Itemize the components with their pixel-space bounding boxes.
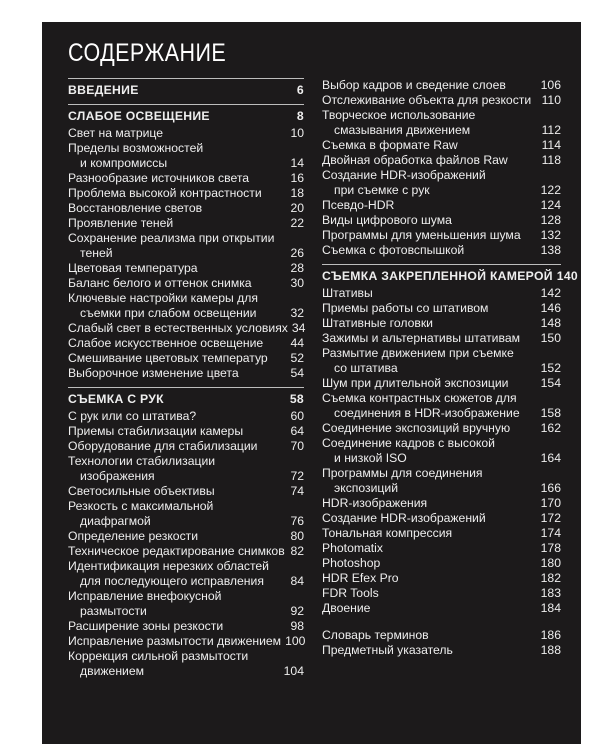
toc-entry [322, 586, 561, 601]
toc-entry-title [322, 153, 512, 168]
toc-entry-line: Виды цифрового шума [322, 213, 452, 227]
toc-entry-line: размытости [80, 604, 147, 618]
toc-entry [322, 601, 561, 616]
toc-entry-line: Проявление теней [68, 216, 174, 230]
toc-entry-title [68, 366, 243, 381]
toc-entry-line: Проблема высокой контрастности [68, 186, 262, 200]
toc-page-number: 106 [540, 78, 561, 92]
toc-entry-line: со штатива [334, 361, 398, 375]
toc-entry-line: Определение резкости [68, 529, 199, 543]
toc-entry-line: Тональная компрессия [322, 526, 453, 540]
toc-entry [68, 529, 304, 544]
toc-page-number: 84 [290, 574, 304, 588]
toc-entry-title [68, 649, 252, 679]
toc-entry [68, 171, 304, 186]
toc-entry-title [322, 436, 499, 466]
toc-entry-line: Разнообразие источников света [68, 171, 250, 185]
toc-page-number: 80 [290, 529, 304, 543]
toc-entry-title [322, 526, 456, 541]
toc-page-number: 54 [290, 366, 304, 380]
toc-page-number: 186 [540, 628, 561, 642]
toc-entry [68, 454, 304, 484]
toc-entry-title [322, 168, 490, 198]
toc-page-number: 158 [540, 406, 561, 420]
toc-entry-title [322, 556, 384, 571]
toc-entry [68, 484, 304, 499]
toc-page-number: 164 [540, 451, 561, 465]
toc-entry [322, 628, 561, 643]
toc-entry-line: Словарь терминов [322, 628, 429, 642]
toc-entry-line: Баланс белого и оттенок снимка [68, 276, 252, 290]
toc-page-number: 162 [540, 421, 561, 435]
toc-page-number: 10 [290, 126, 304, 140]
toc-page-number: 14 [290, 156, 304, 170]
toc-entry [322, 421, 561, 436]
toc-entry-line: СЛАБОЕ ОСВЕЩЕНИЕ [68, 109, 210, 123]
toc-entry-title [322, 138, 462, 153]
toc-page-number: 104 [283, 664, 304, 678]
toc-entry-title [322, 269, 557, 284]
toc-entry [68, 424, 304, 439]
toc-entry-line: СЪЕМКА ЗАКРЕПЛЕННОЙ КАМЕРОЙ [322, 269, 553, 283]
toc-entry-line: Шум при длительной экспозиции [322, 376, 509, 390]
toc-entry-line: Двоение [322, 601, 371, 615]
toc-page-number: 112 [541, 123, 561, 137]
toc-section-heading [68, 109, 304, 124]
toc-page-number: 183 [540, 586, 561, 600]
toc-page [42, 22, 581, 744]
toc-entry-line: Оборудование для стабилизации [68, 439, 258, 453]
toc-entry-line: ВВЕДЕНИЕ [68, 83, 139, 97]
toc-entry-title [322, 391, 524, 421]
toc-entry-title [322, 628, 433, 643]
toc-page-number: 114 [541, 138, 561, 152]
toc-page-number: 188 [540, 643, 561, 657]
toc-entry-line: Исправление размытости движением [68, 634, 282, 648]
toc-page-number: 128 [540, 213, 561, 227]
toc-entry [322, 286, 561, 301]
toc-entry [322, 316, 561, 331]
toc-entry [68, 634, 304, 649]
toc-entry-title [68, 261, 202, 276]
toc-entry-line: Штативные головки [322, 316, 433, 330]
toc-entry-title [68, 454, 219, 484]
toc-entry-line: Создание HDR-изображений [322, 168, 486, 182]
toc-section [322, 622, 561, 658]
toc-page-number: 124 [540, 198, 561, 212]
toc-entry [68, 544, 304, 559]
toc-entry-line: Цветовая температура [68, 261, 198, 275]
toc-page-number: 148 [540, 316, 561, 330]
toc-entry-title [322, 93, 535, 108]
toc-entry-title [68, 171, 253, 186]
toc-page-number: 138 [540, 243, 561, 257]
toc-entry [68, 231, 304, 261]
toc-entry-title [322, 301, 492, 316]
toc-entry [322, 376, 561, 391]
toc-entry-title [68, 619, 227, 634]
toc-entry-line: Пределы возможностей [68, 141, 204, 155]
toc-entry-line: Съемка в формате Raw [322, 138, 458, 152]
toc-entry-line: смазывания движением [334, 123, 471, 137]
toc-entry-title [68, 529, 202, 544]
toc-page-number: 74 [290, 484, 304, 498]
toc-page-number: 18 [290, 186, 304, 200]
toc-entry [322, 108, 561, 138]
toc-entry-title [322, 586, 383, 601]
toc-page-number: 22 [290, 216, 304, 230]
toc-entry-line: Смешивание цветовых температур [68, 351, 268, 365]
toc-entry-line: Штативы [322, 286, 373, 300]
toc-entry-title [322, 346, 518, 376]
toc-entry [68, 321, 304, 336]
toc-entry-line: Двойная обработка файлов Raw [322, 153, 508, 167]
toc-entry-line: Исправление внефокусной [68, 589, 222, 603]
toc-page-number: 98 [290, 619, 304, 633]
toc-page-number: 152 [540, 361, 561, 375]
toc-entry-title [68, 336, 267, 351]
toc-entry [68, 559, 304, 589]
toc-entry [322, 541, 561, 556]
toc-entry-title [322, 213, 456, 228]
toc-page-number: 28 [290, 261, 304, 275]
toc-entry-title [322, 511, 490, 526]
toc-section [68, 78, 304, 98]
toc-entry-line: Светосильные объективы [68, 484, 215, 498]
toc-section-heading [68, 392, 304, 407]
toc-entry [68, 291, 304, 321]
toc-entry-title [68, 439, 261, 454]
toc-entry-line: Восстановление светов [68, 201, 203, 215]
toc-entry-line: Техническое редактирование снимков [68, 544, 285, 558]
toc-entry [68, 216, 304, 231]
toc-entry [68, 141, 304, 171]
toc-page-number: 172 [540, 511, 561, 525]
toc-entry [68, 619, 304, 634]
toc-entry [322, 78, 561, 93]
toc-section [322, 264, 579, 616]
toc-page-number: 140 [556, 269, 579, 283]
toc-page-number: 20 [290, 201, 304, 215]
toc-entry [68, 276, 304, 291]
toc-page-number: 182 [540, 571, 561, 585]
toc-entry-title [322, 78, 510, 93]
toc-entry-title [322, 541, 387, 556]
toc-entry [68, 351, 304, 366]
toc-entry-line: Слабое искусственное освещение [68, 336, 264, 350]
toc-entry-title [68, 216, 177, 231]
toc-entry [68, 201, 304, 216]
toc-entry-title [68, 589, 225, 619]
toc-entry-title [322, 643, 457, 658]
toc-entry-line: Слабый свет в естественных условиях [68, 321, 288, 335]
toc-entry-line: движением [80, 664, 145, 678]
toc-entry [322, 93, 561, 108]
toc-entry-title [322, 228, 525, 243]
toc-entry-title [68, 424, 247, 439]
toc-page-number: 32 [290, 306, 304, 320]
toc-page-number: 60 [290, 409, 304, 423]
toc-entry [68, 499, 304, 529]
toc-entry-line: Создание HDR-изображений [322, 511, 486, 525]
toc-entry-title [322, 376, 513, 391]
toc-page-number: 72 [290, 469, 304, 483]
toc-entry-title [68, 351, 272, 366]
toc-entry-line: С рук или со штатива? [68, 409, 197, 423]
toc-entry [322, 228, 561, 243]
toc-entry-title [68, 634, 285, 649]
toc-entry [68, 366, 304, 381]
toc-page-number: 178 [540, 541, 561, 555]
toc-entry [322, 556, 561, 571]
toc-entry [322, 526, 561, 541]
toc-page-number: 170 [540, 496, 561, 510]
toc-entry-line: Псевдо-HDR [322, 198, 395, 212]
toc-entry-title [68, 321, 292, 336]
toc-page-number: 44 [290, 336, 304, 350]
toc-page-number: 184 [540, 601, 561, 615]
toc-entry [322, 198, 561, 213]
toc-entry-line: Ключевые настройки камеры для [68, 291, 258, 305]
toc-entry [322, 436, 561, 466]
toc-entry-line: СЪЕМКА С РУК [68, 392, 164, 406]
toc-entry-line: Приемы работы со штативом [322, 301, 489, 315]
toc-page-number: 150 [540, 331, 561, 345]
toc-page-number: 154 [540, 376, 561, 390]
toc-entry-line: Приемы стабилизации камеры [68, 424, 244, 438]
toc-entry-line: Соединение кадров с высокой [322, 436, 495, 450]
toc-entry-line: Отслеживание объекта для резкости [322, 93, 532, 107]
toc-entry-line: Коррекция сильной размытости [68, 649, 249, 663]
toc-entry-title [68, 559, 273, 589]
toc-entry-line: и низкой ISO [334, 451, 407, 465]
toc-entry-line: FDR Tools [322, 586, 379, 600]
toc-entry-line: диафрагмой [80, 514, 151, 528]
toc-entry [322, 153, 561, 168]
toc-section-heading [322, 269, 579, 284]
toc-section [68, 387, 304, 679]
toc-entry-line: Свет на матрице [68, 126, 164, 140]
toc-entry-title [68, 186, 266, 201]
toc-entry-title [68, 409, 200, 424]
toc-entry-line: Съемка контрастных сюжетов для [322, 391, 517, 405]
toc-page-number: 92 [290, 604, 304, 618]
toc-entry [322, 391, 561, 421]
toc-section [322, 78, 561, 258]
toc-entry [68, 186, 304, 201]
toc-entry-title [68, 109, 214, 124]
toc-page-number: 76 [290, 514, 304, 528]
toc-left-column [68, 78, 304, 685]
toc-page-number: 6 [296, 83, 304, 97]
toc-entry [322, 571, 561, 586]
toc-entry-line: соединения в HDR-изображение [334, 406, 520, 420]
toc-page-number: 132 [540, 228, 561, 242]
toc-entry-line: при съемке с рук [334, 183, 430, 197]
toc-page-number: 26 [290, 246, 304, 260]
toc-section [68, 104, 304, 381]
toc-entry-title [68, 291, 262, 321]
toc-entry-line: Photomatix [322, 541, 383, 555]
toc-page-number: 146 [540, 301, 561, 315]
toc-entry-line: Зажимы и альтернативы штативам [322, 331, 520, 345]
toc-page-number: 118 [541, 153, 561, 167]
toc-entry [68, 409, 304, 424]
toc-entry-title [68, 544, 289, 559]
toc-page-number: 180 [540, 556, 561, 570]
toc-entry-title [322, 316, 437, 331]
toc-entry-title [322, 286, 377, 301]
toc-page-number: 30 [290, 276, 304, 290]
page-title: СОДЕРЖАНИЕ [68, 39, 227, 67]
toc-entry-line: Предметный указатель [322, 643, 453, 657]
toc-page-number: 34 [291, 321, 306, 335]
toc-page-number: 64 [290, 424, 304, 438]
toc-entry-line: экспозиций [334, 481, 399, 495]
toc-entry-line: Идентификация нерезких областей [68, 559, 269, 573]
toc-entry-title [68, 499, 217, 529]
toc-entry [322, 331, 561, 346]
toc-entry-line: Программы для уменьшения шума [322, 228, 521, 242]
toc-entry [68, 126, 304, 141]
toc-page-number: 166 [540, 481, 561, 495]
toc-entry-line: теней [80, 246, 113, 260]
toc-entry [68, 261, 304, 276]
toc-entry-title [68, 201, 206, 216]
toc-entry-line: Технологии стабилизации [68, 454, 216, 468]
toc-entry-title [68, 141, 207, 171]
toc-page-number: 100 [285, 634, 306, 648]
toc-page-number: 82 [290, 544, 304, 558]
toc-entry [68, 439, 304, 454]
toc-page-number: 142 [540, 286, 561, 300]
toc-entry-title [322, 243, 468, 258]
toc-entry-line: съемки при слабом освещении [80, 306, 257, 320]
toc-entry [322, 138, 561, 153]
toc-entry-line: изображения [80, 469, 155, 483]
toc-section-heading [68, 83, 304, 98]
toc-entry-title [68, 484, 219, 499]
toc-entry-line: Выбор кадров и сведение слоев [322, 78, 506, 92]
toc-entry-title [322, 421, 514, 436]
toc-entry-line: Программы для соединения [322, 466, 483, 480]
toc-page-number: 122 [540, 183, 561, 197]
toc-entry-title [322, 466, 487, 496]
toc-entry-line: Расширение зоны резкости [68, 619, 224, 633]
toc-entry [322, 511, 561, 526]
toc-entry [322, 168, 561, 198]
toc-entry-line: Резкость с максимальной [68, 499, 214, 513]
toc-entry-title [68, 231, 278, 261]
toc-entry-line: Съемка с фотовспышкой [322, 243, 465, 257]
toc-entry-line: Сохранение реализма при открытии [68, 231, 275, 245]
toc-entry-title [322, 601, 374, 616]
toc-page-number: 174 [540, 526, 561, 540]
toc-page-number: 70 [290, 439, 304, 453]
toc-entry [68, 589, 304, 619]
toc-entry-line: HDR-изображения [322, 496, 428, 510]
toc-entry-title [68, 126, 167, 141]
toc-entry-line: HDR Efex Pro [322, 571, 399, 585]
toc-page-number: 52 [290, 351, 304, 365]
toc-entry-title [68, 276, 256, 291]
toc-entry-line: Photoshop [322, 556, 381, 570]
toc-entry [322, 301, 561, 316]
toc-entry-title [322, 198, 398, 213]
toc-page-number: 16 [290, 171, 304, 185]
toc-entry-line: Соединение экспозиций вручную [322, 421, 511, 435]
toc-entry [322, 243, 561, 258]
toc-entry-line: Размытие движением при съемке [322, 346, 514, 360]
toc-entry-title [322, 108, 479, 138]
toc-entry-title [68, 392, 168, 407]
toc-entry [322, 213, 561, 228]
toc-entry [322, 466, 561, 496]
toc-right-column [322, 78, 579, 664]
toc-page-number: 58 [289, 392, 304, 406]
toc-entry [68, 336, 304, 351]
toc-entry [68, 649, 304, 679]
toc-entry-title [68, 83, 143, 98]
toc-entry-line: Творческое использование [322, 108, 476, 122]
toc-entry-title [322, 331, 524, 346]
toc-entry-title [322, 496, 431, 511]
toc-entry-line: и компромиссы [80, 156, 168, 170]
toc-entry [322, 643, 561, 658]
toc-page-number: 8 [296, 109, 304, 123]
toc-entry [322, 346, 561, 376]
toc-entry-title [322, 571, 403, 586]
toc-entry-line: для последующего исправления [80, 574, 264, 588]
toc-entry-line: Выборочное изменение цвета [68, 366, 239, 380]
toc-page-number: 110 [541, 93, 561, 107]
toc-entry [322, 496, 561, 511]
